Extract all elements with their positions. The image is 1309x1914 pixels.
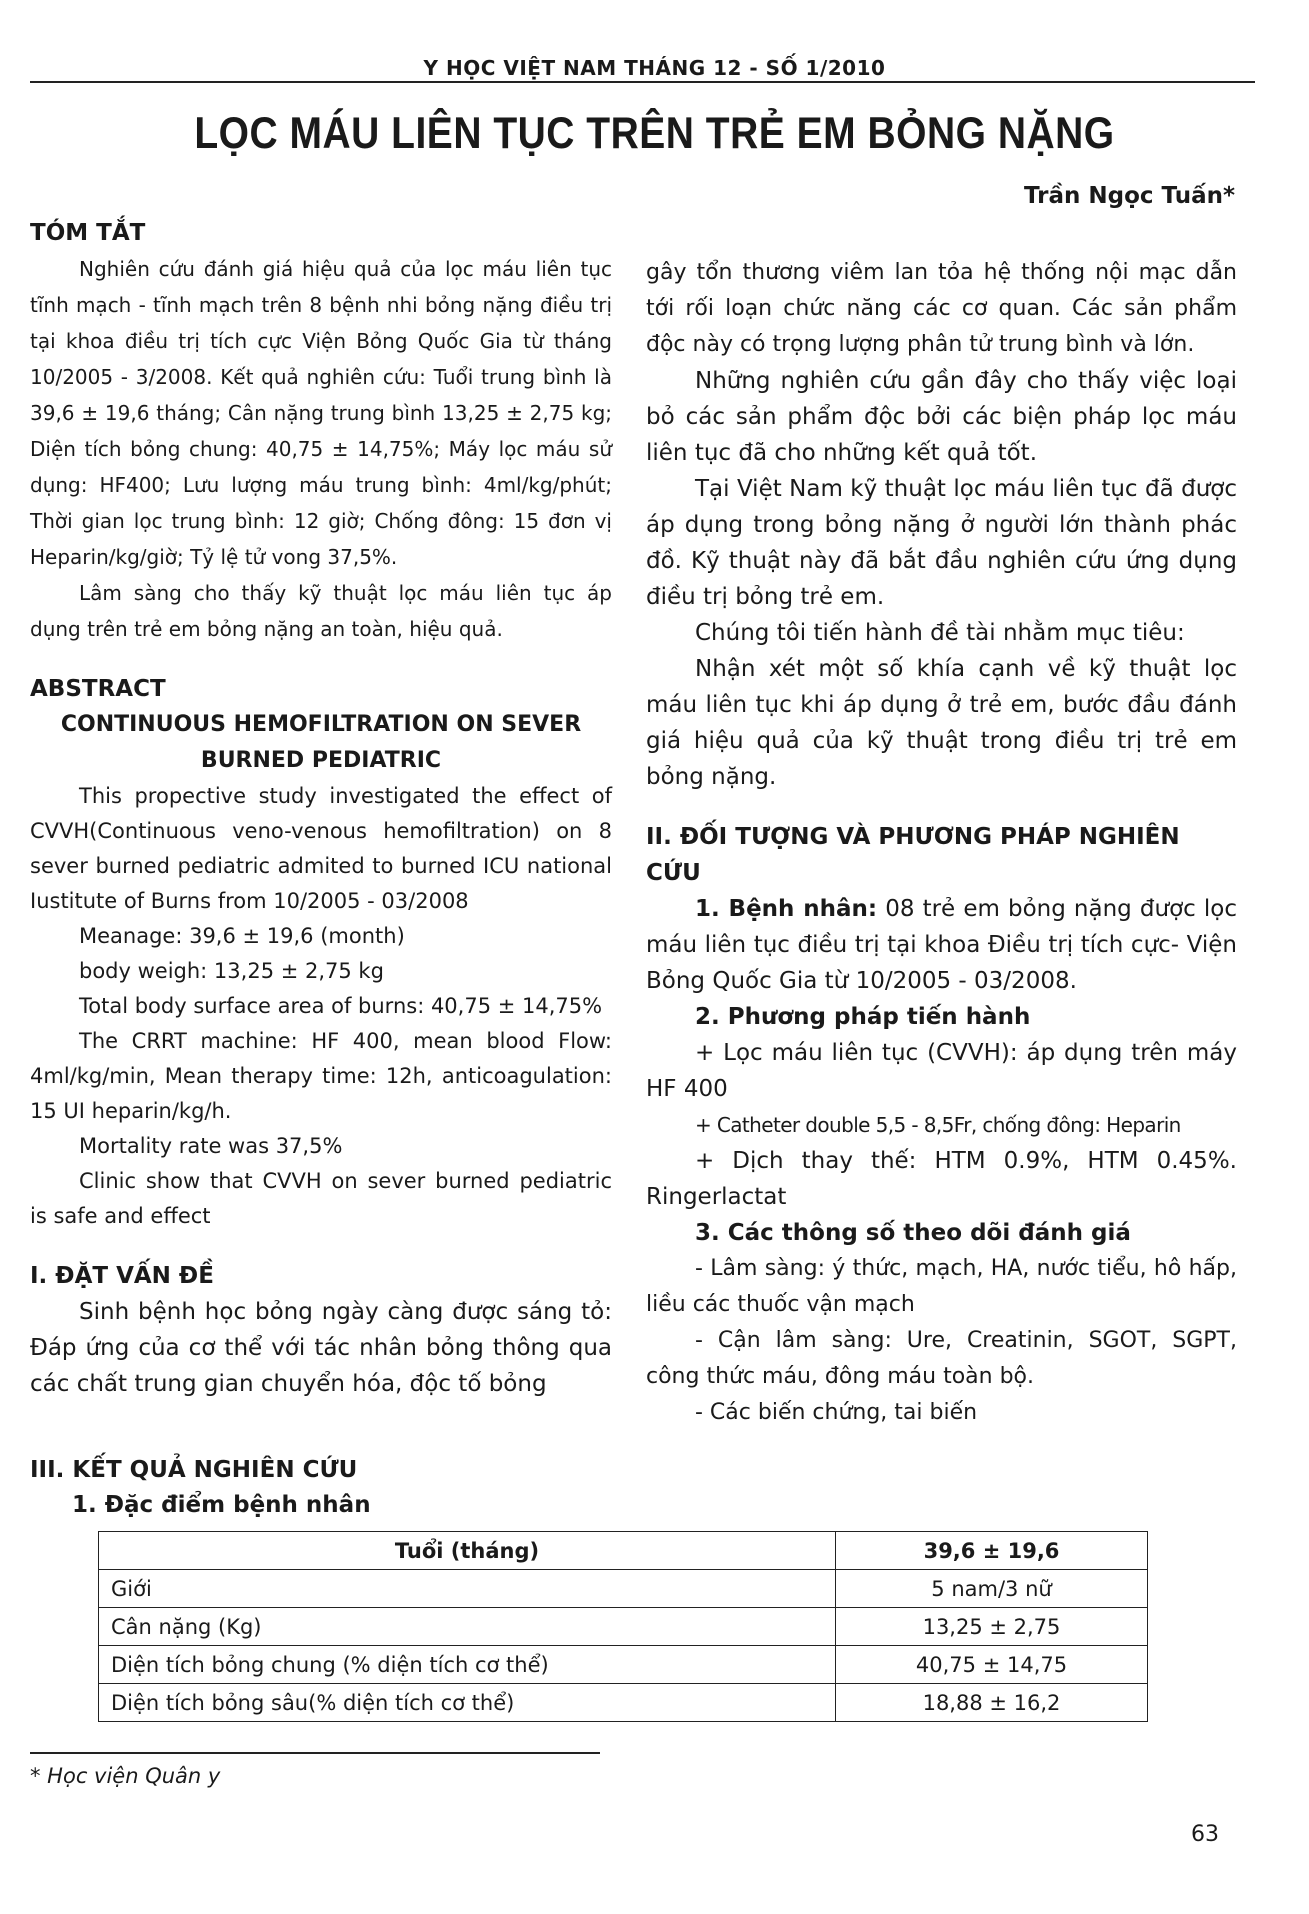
abstract-paragraph-1: This propective study investigated the effect of CVVH(Continuous veno-venous hemofiltration) on 8 sever burned pediatric admited to burned ICU national Iustitute of Burns from 10/2005 - 03/2008 bbox=[30, 784, 612, 913]
section-2-method-item-1: + Lọc máu liên tục (CVVH): áp dụng trên máy HF 400 bbox=[646, 1040, 1237, 1102]
tom-tat-paragraph-2: Lâm sàng cho thấy kỹ thuật lọc máu liên tục áp dụng trên trẻ em bỏng nặng an toàn, hiệu quả. bbox=[30, 581, 612, 641]
abstract-line-tbsa: Total body surface area of burns: 40,75 ± 14,75% bbox=[79, 994, 603, 1018]
abstract-heading: ABSTRACT bbox=[30, 676, 166, 702]
table-row bbox=[99, 1646, 1148, 1684]
section-2-params-item-3: - Các biến chứng, tai biến bbox=[695, 1400, 978, 1425]
section-1-heading: I. ĐẶT VẤN ĐỀ bbox=[30, 1263, 214, 1289]
section-1-paragraph-3: Tại Việt Nam kỹ thuật lọc máu liên tục đã được áp dụng trong bỏng nặng ở người lớn thành phác đồ. Kỹ thuật này đã bắt đầu nghiên cứu ứng dụng điều trị bỏng trẻ em. bbox=[646, 476, 1237, 610]
right-column bbox=[646, 255, 1237, 1431]
footnote-rule bbox=[30, 1752, 600, 1754]
abstract-line-meanage: Meanage: 39,6 ± 19,6 (month) bbox=[79, 924, 405, 948]
section-2-params-item-1: - Lâm sàng: ý thức, mạch, HA, nước tiểu, hô hấp, liều các thuốc vận mạch bbox=[646, 1256, 1237, 1317]
table-cell-value: 18,88 ± 16,2 bbox=[836, 1684, 1148, 1722]
left-column bbox=[30, 215, 612, 1402]
table-cell-label: Giới bbox=[99, 1570, 836, 1608]
footnote: * Học viện Quân y bbox=[30, 1764, 221, 1788]
section-2-method-heading: 2. Phương pháp tiến hành bbox=[695, 1004, 1031, 1030]
running-header: Y HỌC VIỆT NAM THÁNG 12 - SỐ 1/2010 bbox=[423, 56, 886, 80]
abstract-line-mortality: Mortality rate was 37,5% bbox=[79, 1134, 343, 1158]
table-cell-label: Tuổi (tháng) bbox=[99, 1532, 836, 1570]
table-cell-value: 5 nam/3 nữ bbox=[836, 1570, 1148, 1608]
section-2-patients-label: 1. Bệnh nhân: bbox=[695, 896, 878, 922]
section-1-paragraph-4: Chúng tôi tiến hành đề tài nhằm mục tiêu: bbox=[695, 620, 1185, 646]
section-1-paragraph-5: Nhận xét một số khía cạnh về kỹ thuật lọc máu liên tục khi áp dụng ở trẻ em, bước đầu đánh giá hiệu quả của kỹ thuật trong điều trị trẻ em bỏng nặng. bbox=[646, 656, 1237, 790]
section-2-params-heading: 3. Các thông số theo dõi đánh giá bbox=[695, 1220, 1131, 1246]
abstract-paragraph-3: Clinic show that CVVH on sever burned pediatric is safe and effect bbox=[30, 1169, 612, 1228]
section-1-paragraph-1: Sinh bệnh học bỏng ngày càng được sáng tỏ: Đáp ứng của cơ thể với tác nhân bỏng thông qua các chất trung gian chuyển hóa, độc tố bỏng bbox=[30, 1299, 612, 1397]
table-cell-label: Diện tích bỏng sâu(% diện tích cơ thể) bbox=[99, 1684, 836, 1722]
section-2-params-item-2: - Cận lâm sàng: Ure, Creatinin, SGOT, SGPT, công thức máu, đông máu toàn bộ. bbox=[646, 1328, 1237, 1389]
page-number: 63 bbox=[1191, 1822, 1219, 1847]
patient-characteristics-table bbox=[98, 1531, 1148, 1722]
section-3-heading: III. KẾT QUẢ NGHIÊN CỨU bbox=[30, 1457, 358, 1483]
abstract-subtitle-1: CONTINUOUS HEMOFILTRATION ON SEVER bbox=[60, 712, 582, 737]
header-rule bbox=[30, 81, 1255, 83]
article-title: LỌC MÁU LIÊN TỤC TRÊN TRẺ EM BỎNG NẶNG bbox=[194, 108, 1115, 159]
section-1-paragraph-2: Những nghiên cứu gần đây cho thấy việc loại bỏ các sản phẩm độc bởi các biện pháp lọc máu liên tục đã cho những kết quả tốt. bbox=[646, 368, 1237, 466]
table-cell-value: 39,6 ± 19,6 bbox=[836, 1532, 1148, 1570]
results-section bbox=[30, 1452, 371, 1522]
author: Trần Ngọc Tuấn* bbox=[1023, 183, 1235, 209]
section-2-method-item-2: + Catheter double 5,5 - 8,5Fr, chống đông: Heparin bbox=[695, 1113, 1181, 1137]
table-row bbox=[99, 1532, 1148, 1570]
table-cell-label: Diện tích bỏng chung (% diện tích cơ thể) bbox=[99, 1646, 836, 1684]
tom-tat-heading: TÓM TẮT bbox=[30, 220, 146, 246]
tom-tat-paragraph-1: Nghiên cứu đánh giá hiệu quả của lọc máu liên tục tĩnh mạch - tĩnh mạch trên 8 bệnh nhi bỏng nặng điều trị tại khoa điều trị tích cực Viện Bỏng Quốc Gia từ tháng 10/2005 - 3/2008. Kết quả nghiên cứu: Tuổi trung bình là 39,6 ± 19,6 tháng; Cân nặng trung bình 13,25 ± 2,75 kg; Diện tích bỏng chung: 40,75 ± 14,75%; Máy lọc máu sử dụng: HF400; Lưu lượng máu trung bình: 4ml/kg/phút; Thời gian lọc trung bình: 12 giờ; Chống đông: 15 đơn vị Heparin/kg/giờ; Tỷ lệ tử vong 37,5%. bbox=[30, 257, 612, 569]
abstract-paragraph-2: The CRRT machine: HF 400, mean blood Flow: 4ml/kg/min, Mean therapy time: 12h, anticoagulation: 15 UI heparin/kg/h. bbox=[30, 1029, 612, 1123]
section-2-heading: II. ĐỐI TƯỢNG VÀ PHƯƠNG PHÁP NGHIÊN CỨU bbox=[646, 824, 1180, 886]
table-row bbox=[99, 1570, 1148, 1608]
table-cell-label: Cân nặng (Kg) bbox=[99, 1608, 836, 1646]
table-cell-value: 40,75 ± 14,75 bbox=[836, 1646, 1148, 1684]
section-3-subheading: 1. Đặc điểm bệnh nhân bbox=[72, 1492, 371, 1518]
section-1-paragraph-1-continued: gây tổn thương viêm lan tỏa hệ thống nội mạc dẫn tới rối loạn chức năng các cơ quan. Các sản phẩm độc này có trọng lượng phân tử trung bình và lớn. bbox=[646, 260, 1237, 357]
table-row bbox=[99, 1684, 1148, 1722]
abstract-subtitle-2: BURNED PEDIATRIC bbox=[200, 748, 442, 773]
abstract-line-weight: body weigh: 13,25 ± 2,75 kg bbox=[79, 959, 384, 983]
section-2-method-item-3: + Dịch thay thế: HTM 0.9%, HTM 0.45%. Ringerlactat bbox=[646, 1148, 1237, 1210]
section-2-patients-text: 08 trẻ em bỏng nặng được lọc máu liên tục điều trị tại khoa Điều trị tích cực- Viện Bỏng Quốc Gia từ 10/2005 - 03/2008. bbox=[646, 896, 1238, 994]
table-cell-value: 13,25 ± 2,75 bbox=[836, 1608, 1148, 1646]
table-row bbox=[99, 1608, 1148, 1646]
section-2-patients bbox=[646, 891, 1237, 999]
